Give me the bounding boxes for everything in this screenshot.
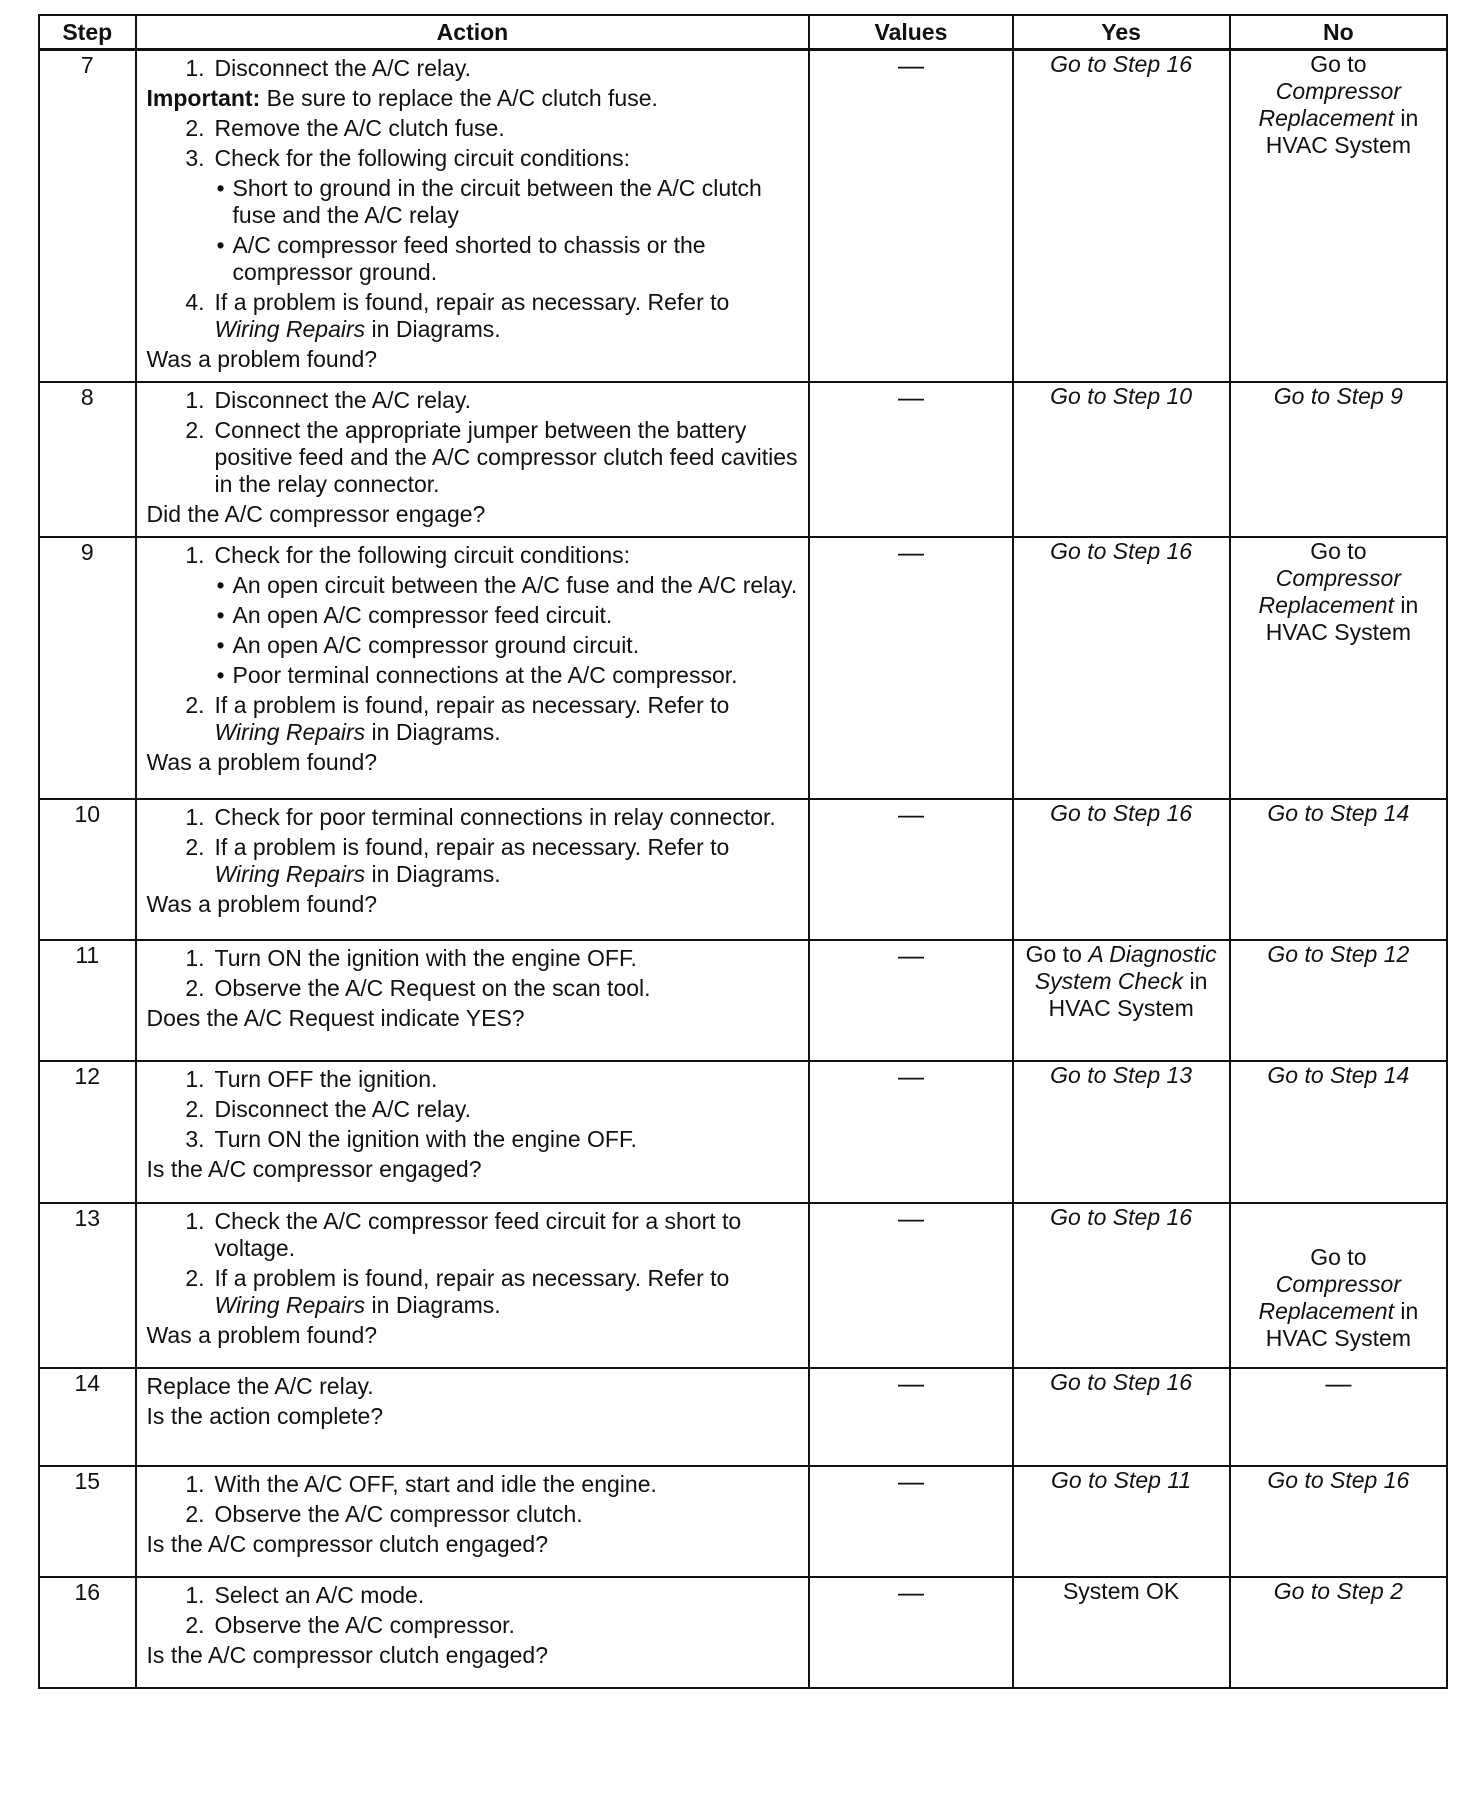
item-number: 1. xyxy=(185,387,205,413)
important-text: Be sure to replace the A/C clutch fuse. xyxy=(260,85,658,111)
table-row xyxy=(39,940,1447,1061)
item-text: Remove the A/C clutch fuse. xyxy=(214,115,505,141)
action-line xyxy=(147,834,801,888)
bullet-text: An open A/C compressor ground circuit. xyxy=(232,632,640,658)
step-number: 14 xyxy=(39,1368,136,1466)
action-line xyxy=(147,1501,801,1528)
reference-title: Wiring Repairs xyxy=(214,316,366,342)
header-step: Step xyxy=(39,15,136,50)
item-text: With the A/C OFF, start and idle the engine. xyxy=(214,1471,657,1497)
yes-cell: Go to Step 13 xyxy=(1013,1061,1230,1203)
no-text: Go to xyxy=(1310,538,1367,564)
item-number: 2. xyxy=(185,1096,205,1122)
question: Was a problem found? xyxy=(146,1322,378,1348)
action-line xyxy=(147,387,801,414)
table-row xyxy=(39,537,1447,799)
no-cell xyxy=(1230,537,1447,799)
bullet-text: Short to ground in the circuit between the A/C clutch fuse and the A/C relay xyxy=(232,175,762,228)
item-text xyxy=(215,1265,801,1319)
bullet-line xyxy=(209,662,801,689)
item-number: 2. xyxy=(185,1265,205,1291)
header-action: Action xyxy=(136,15,810,50)
bullet-line xyxy=(209,232,801,286)
item-number: 1. xyxy=(185,1471,205,1497)
item-text: Turn ON the ignition with the engine OFF. xyxy=(214,1126,637,1152)
important-note xyxy=(147,85,801,112)
question: Does the A/C Request indicate YES? xyxy=(146,1005,525,1031)
header-yes: Yes xyxy=(1013,15,1230,50)
bullet-icon: • xyxy=(216,632,225,658)
text-part: in Diagrams. xyxy=(365,316,501,342)
table-row xyxy=(39,1203,1447,1368)
item-text: Check the A/C compressor feed circuit for a short to voltage. xyxy=(214,1208,742,1261)
values-cell: — xyxy=(809,799,1012,940)
important-label: Important: xyxy=(146,85,261,111)
values-cell: — xyxy=(809,1466,1012,1577)
question: Was a problem found? xyxy=(146,891,378,917)
header-row xyxy=(39,15,1447,50)
bullet-icon: • xyxy=(216,572,225,598)
step-number: 15 xyxy=(39,1466,136,1577)
action-cell xyxy=(136,799,810,940)
values-cell: — xyxy=(809,1577,1012,1688)
reference-title: Wiring Repairs xyxy=(214,1292,366,1318)
text-part: in Diagrams. xyxy=(365,861,501,887)
action-text: Replace the A/C relay. xyxy=(146,1373,374,1399)
no-text: in HVAC System xyxy=(1265,1297,1419,1351)
values-cell: — xyxy=(809,1203,1012,1368)
bullet-text: A/C compressor feed shorted to chassis or the compressor ground. xyxy=(232,232,706,285)
action-line xyxy=(147,1208,801,1262)
no-cell: Go to Step 12 xyxy=(1230,940,1447,1061)
action-cell xyxy=(136,1368,810,1466)
item-number: 3. xyxy=(185,1126,205,1152)
values-cell: — xyxy=(809,1061,1012,1203)
action-line xyxy=(147,1265,801,1319)
bullet-line xyxy=(209,175,801,229)
table-row xyxy=(39,382,1447,537)
bullet-icon: • xyxy=(216,662,225,688)
action-line xyxy=(147,1612,801,1639)
values-cell: — xyxy=(809,1368,1012,1466)
question: Is the A/C compressor engaged? xyxy=(146,1156,482,1182)
item-number: 2. xyxy=(185,975,205,1001)
step-number: 16 xyxy=(39,1577,136,1688)
action-cell xyxy=(136,1203,810,1368)
reference-title: Compressor Replacement xyxy=(1258,1270,1401,1324)
action-cell xyxy=(136,382,810,537)
item-text: Disconnect the A/C relay. xyxy=(214,387,472,413)
yes-cell: Go to Step 16 xyxy=(1013,1368,1230,1466)
item-number: 2. xyxy=(185,692,205,718)
bullet-icon: • xyxy=(216,602,225,628)
step-number: 10 xyxy=(39,799,136,940)
no-text: Go to xyxy=(1310,1243,1367,1270)
reference-title: Wiring Repairs xyxy=(214,861,366,887)
item-number: 1. xyxy=(185,55,205,81)
table-row xyxy=(39,1061,1447,1203)
item-text: Disconnect the A/C relay. xyxy=(214,1096,472,1122)
item-number: 1. xyxy=(185,1582,205,1608)
item-number: 2. xyxy=(185,834,205,860)
step-number: 12 xyxy=(39,1061,136,1203)
question: Is the A/C compressor clutch engaged? xyxy=(146,1531,548,1557)
action-cell xyxy=(136,940,810,1061)
text-part: If a problem is found, repair as necessary. Refer to xyxy=(214,834,730,860)
item-text: Observe the A/C compressor clutch. xyxy=(214,1501,583,1527)
item-number: 2. xyxy=(185,1501,205,1527)
bullet-line xyxy=(209,632,801,659)
values-cell: — xyxy=(809,50,1012,383)
no-cell: — xyxy=(1230,1368,1447,1466)
table-row xyxy=(39,799,1447,940)
item-text: Observe the A/C compressor. xyxy=(214,1612,515,1638)
action-line xyxy=(147,145,801,172)
item-text: Turn OFF the ignition. xyxy=(214,1066,438,1092)
no-cell: Go to Step 2 xyxy=(1230,1577,1447,1688)
reference-title: Wiring Repairs xyxy=(214,719,366,745)
item-number: 2. xyxy=(185,417,205,443)
item-text: Connect the appropriate jumper between the battery positive feed and the A/C compressor clutch feed cavities in the relay connector. xyxy=(214,417,798,497)
item-text: Check for poor terminal connections in relay connector. xyxy=(214,804,776,830)
no-text: in HVAC System xyxy=(1265,105,1419,158)
table-row xyxy=(39,1466,1447,1577)
step-number: 8 xyxy=(39,382,136,537)
action-line xyxy=(147,945,801,972)
no-text: in HVAC System xyxy=(1265,592,1419,645)
action-cell xyxy=(136,537,810,799)
yes-cell: Go to Step 11 xyxy=(1013,1466,1230,1577)
yes-cell: Go to Step 16 xyxy=(1013,799,1230,940)
question: Was a problem found? xyxy=(146,749,378,775)
item-text: Check for the following circuit conditions: xyxy=(214,145,631,171)
item-text: Observe the A/C Request on the scan tool. xyxy=(214,975,651,1001)
table-row xyxy=(39,1577,1447,1688)
diagnostic-table xyxy=(38,14,1448,1689)
yes-text: in HVAC System xyxy=(1048,968,1208,1021)
header-no: No xyxy=(1230,15,1447,50)
item-number: 1. xyxy=(185,542,205,568)
yes-cell: Go to Step 16 xyxy=(1013,50,1230,383)
bullet-line xyxy=(209,602,801,629)
bullet-icon: • xyxy=(216,175,225,201)
action-cell xyxy=(136,50,810,383)
item-number: 1. xyxy=(185,945,205,971)
text-part: in Diagrams. xyxy=(365,1292,501,1318)
values-cell: — xyxy=(809,382,1012,537)
item-text: Disconnect the A/C relay. xyxy=(214,55,472,81)
bullet-line xyxy=(209,572,801,599)
bullet-text: An open A/C compressor feed circuit. xyxy=(232,602,613,628)
item-text xyxy=(215,289,801,343)
bullet-text: Poor terminal connections at the A/C compressor. xyxy=(232,662,738,688)
table-row xyxy=(39,50,1447,383)
item-number: 4. xyxy=(185,289,205,315)
question: Is the action complete? xyxy=(146,1403,384,1429)
action-line xyxy=(147,692,801,746)
action-cell xyxy=(136,1061,810,1203)
item-text xyxy=(215,692,801,746)
item-number: 1. xyxy=(185,1208,205,1234)
action-line xyxy=(147,1582,801,1609)
yes-cell: System OK xyxy=(1013,1577,1230,1688)
values-cell: — xyxy=(809,940,1012,1061)
step-number: 11 xyxy=(39,940,136,1061)
item-text: Turn ON the ignition with the engine OFF. xyxy=(214,945,637,971)
question: Was a problem found? xyxy=(146,346,378,372)
step-number: 7 xyxy=(39,50,136,383)
action-line xyxy=(147,804,801,831)
reference-title: Compressor Replacement xyxy=(1258,565,1401,618)
action-line xyxy=(147,289,801,343)
text-part: in Diagrams. xyxy=(365,719,501,745)
text-part: If a problem is found, repair as necessary. Refer to xyxy=(214,692,730,718)
step-number: 9 xyxy=(39,537,136,799)
action-line xyxy=(147,1096,801,1123)
no-cell: Go to Step 16 xyxy=(1230,1466,1447,1577)
reference-title: A Diagnostic System Check xyxy=(1034,941,1217,994)
action-line xyxy=(147,115,801,142)
action-cell xyxy=(136,1466,810,1577)
yes-cell: Go to Step 10 xyxy=(1013,382,1230,537)
action-line xyxy=(147,417,801,498)
header-values: Values xyxy=(809,15,1012,50)
action-line xyxy=(147,975,801,1002)
reference-title: Compressor Replacement xyxy=(1258,78,1401,131)
item-text: Select an A/C mode. xyxy=(214,1582,425,1608)
text-part: If a problem is found, repair as necessary. Refer to xyxy=(214,1265,730,1291)
item-number: 1. xyxy=(185,1066,205,1092)
no-cell: Go to Step 14 xyxy=(1230,1061,1447,1203)
no-cell xyxy=(1230,50,1447,383)
item-text xyxy=(215,834,801,888)
bullet-icon: • xyxy=(216,232,225,258)
action-line xyxy=(147,1471,801,1498)
no-cell: Go to Step 14 xyxy=(1230,799,1447,940)
item-text: Check for the following circuit conditions: xyxy=(214,542,631,568)
action-line xyxy=(147,1126,801,1153)
text-part: If a problem is found, repair as necessary. Refer to xyxy=(214,289,730,315)
yes-cell: Go to Step 16 xyxy=(1013,1203,1230,1368)
no-text: Go to xyxy=(1310,51,1367,77)
no-cell: Go to Step 9 xyxy=(1230,382,1447,537)
action-line xyxy=(147,1066,801,1093)
action-line xyxy=(147,55,801,82)
question: Did the A/C compressor engage? xyxy=(146,501,486,527)
action-cell xyxy=(136,1577,810,1688)
yes-cell: Go to Step 16 xyxy=(1013,537,1230,799)
item-number: 3. xyxy=(185,145,205,171)
step-number: 13 xyxy=(39,1203,136,1368)
item-number: 2. xyxy=(185,115,205,141)
action-line xyxy=(147,542,801,569)
table-row xyxy=(39,1368,1447,1466)
no-cell xyxy=(1230,1203,1447,1368)
yes-text: Go to xyxy=(1025,941,1089,967)
values-cell: — xyxy=(809,537,1012,799)
item-number: 2. xyxy=(185,1612,205,1638)
yes-cell xyxy=(1013,940,1230,1061)
question: Is the A/C compressor clutch engaged? xyxy=(146,1642,548,1668)
item-number: 1. xyxy=(185,804,205,830)
bullet-text: An open circuit between the A/C fuse and the A/C relay. xyxy=(232,572,798,598)
